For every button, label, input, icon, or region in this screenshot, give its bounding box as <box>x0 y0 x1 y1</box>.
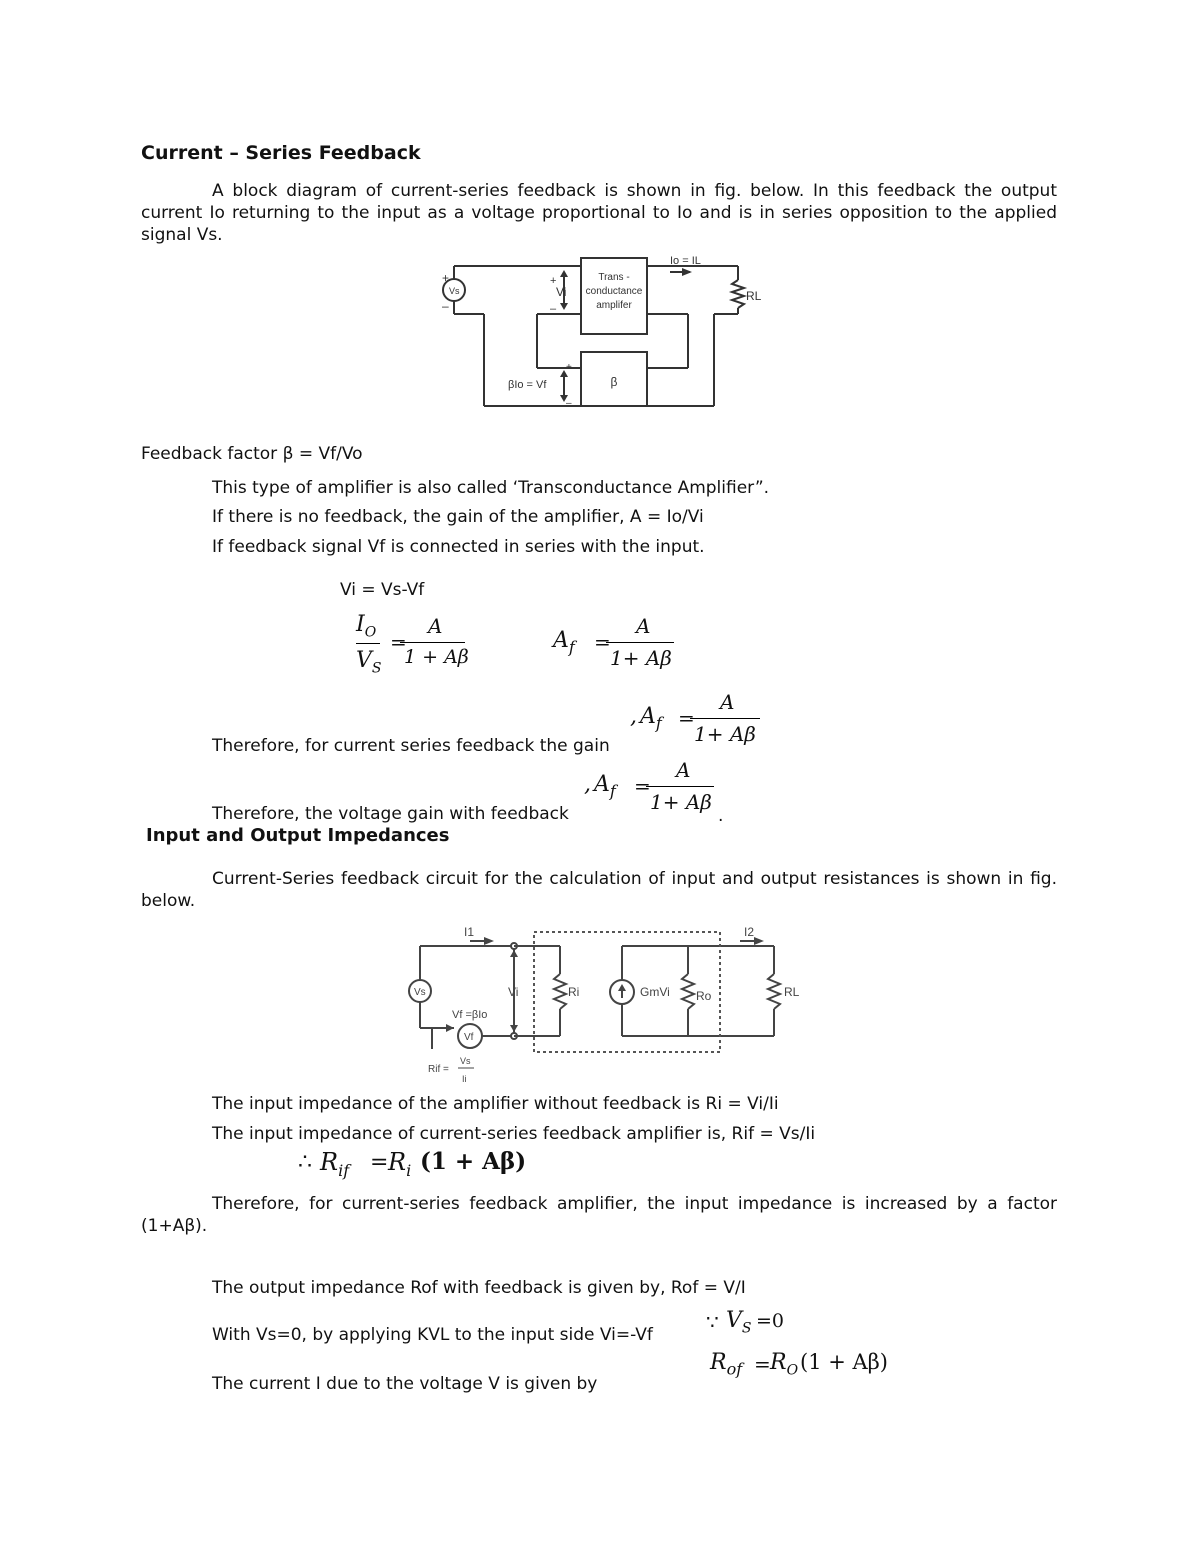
io-symbol: $I_O$ <box>356 612 377 641</box>
feedback-factor-text: Feedback factor β = Vf/Vo <box>141 444 363 464</box>
fig1-beta-label: β <box>610 375 618 389</box>
eq3-equals: = <box>678 706 695 730</box>
rin-no-feedback-text: The input impedance of the amplifier without feedback is Ri = Vi/Ii <box>212 1094 779 1114</box>
vi-equation: Vi = Vs-Vf <box>340 580 425 600</box>
fig2-rif-num: Vs <box>460 1056 471 1066</box>
current-text: The current I due to the voltage V is given by <box>212 1374 598 1394</box>
rof-equals: = <box>754 1352 771 1376</box>
eq1-equals: = <box>390 630 407 654</box>
rof-tail: (1 + Aβ) <box>800 1350 888 1374</box>
kvl-text: With Vs=0, by applying KVL to the input side Vi=-Vf <box>212 1325 653 1345</box>
rif-therefore-symbol: ∴ <box>298 1150 312 1175</box>
eq4-period: . <box>718 806 724 826</box>
voltage-gain-text: Therefore, the voltage gain with feedback <box>212 804 569 824</box>
vs-zero-symbol: $V_S$ <box>726 1308 752 1337</box>
fig2-ro-label: Ro <box>696 989 712 1003</box>
rof-ro-symbol: $R_O$ <box>770 1350 799 1379</box>
vs-symbol: $V_S$ <box>356 648 382 677</box>
amp-label-2: conductance <box>585 286 643 297</box>
eq4-numerator: A <box>676 758 691 782</box>
fig1-vf-plus: + <box>566 362 572 373</box>
vgain-comma: , <box>584 772 591 797</box>
fig1-rl-label: RL <box>746 289 762 303</box>
impedance-intro-paragraph: Current-Series feedback circuit for the calculation of input and output resistances is shown in fig. below. <box>141 869 1057 911</box>
fig2-gm-label: GmVi <box>640 985 670 999</box>
eq4-denominator: 1+ Aβ <box>650 790 712 814</box>
fig2-vf-eq-label: Vf =βIo <box>452 1009 488 1021</box>
eq3-numerator: A <box>720 690 735 714</box>
rof-text: The output impedance Rof with feedback is given by, Rof = V/I <box>212 1278 746 1298</box>
fig1-vi-label: Vi <box>556 285 567 299</box>
fig1-vf-label: βIo = Vf <box>508 379 547 391</box>
eq4-equals: = <box>634 774 651 798</box>
fig1-vf-minus: – <box>566 398 572 409</box>
amp-label-1: Trans - <box>598 272 630 283</box>
eq1-numerator: A <box>428 614 443 638</box>
eq3-fraction-bar <box>690 718 760 719</box>
rif-symbol: $R_{if}$ <box>320 1148 350 1180</box>
fig2-rl-label: RL <box>784 985 800 999</box>
rof-symbol: $R_{of}$ <box>710 1350 743 1379</box>
rin-feedback-text: The input impedance of current-series feedback amplifier is, Rif = Vs/Ii <box>212 1124 816 1144</box>
fig1-vi-minus: – <box>550 303 557 315</box>
fig1-plus-label: + <box>442 271 450 285</box>
af-symbol-1: $A_f$ <box>553 628 575 657</box>
section-title-impedances: Input and Output Impedances <box>146 825 450 846</box>
eq2-numerator: A <box>636 614 651 638</box>
because-symbol: ∵ <box>706 1310 719 1334</box>
af-symbol-2: $A_f$ <box>640 704 662 733</box>
intro-paragraph: A block diagram of current-series feedback is shown in fig. below. In this feedback the output current Io returning to the input as a voltage proportional to Io and is in series opposition to the applied signal Vs. <box>141 181 1057 245</box>
block-diagram-figure <box>438 250 768 412</box>
eq1-fraction-bar <box>400 642 465 643</box>
fig2-vi-label: Vi <box>508 985 519 999</box>
eq4-fraction-bar <box>646 786 714 787</box>
eq3-denominator: 1+ Aβ <box>694 722 756 746</box>
fig2-rif-label: Rif = <box>428 1064 449 1075</box>
no-feedback-text: If there is no feedback, the gain of the amplifier, A = Io/Vi <box>212 507 704 527</box>
also-called-text: This type of amplifier is also called ‘Transconductance Amplifier”. <box>212 478 770 498</box>
eq2-denominator: 1+ Aβ <box>610 646 672 670</box>
amp-label-3: amplifer <box>596 300 632 311</box>
fig1-io-label: Io = IL <box>670 255 701 267</box>
if-feedback-text: If feedback signal Vf is connected in series with the input. <box>212 537 705 557</box>
fig1-vs-label: Vs <box>449 286 460 296</box>
fig1-vi-plus: + <box>550 275 557 287</box>
rl-resistor-icon-2 <box>768 974 780 1009</box>
rl-resistor-icon <box>732 280 744 308</box>
fig1-minus-label: – <box>442 299 449 313</box>
impedance-circuit-figure <box>404 924 804 1090</box>
fig2-ri-label: Ri <box>568 985 580 999</box>
fig2-i2-label: I2 <box>744 925 755 939</box>
rif-tail: (1 + Aβ) <box>420 1148 527 1175</box>
vs-zero-rhs: =0 <box>756 1310 785 1332</box>
increased-paragraph: Therefore, for current-series feedback amplifier, the input impedance is increased by a factor (1+Aβ). <box>141 1194 1057 1236</box>
section-title-current-series: Current – Series Feedback <box>141 142 421 164</box>
ro-resistor-icon <box>682 974 694 1009</box>
rif-equals: = <box>370 1150 389 1175</box>
fig2-vf-label: Vf <box>464 1032 474 1043</box>
fig2-i1-label: I1 <box>464 925 475 939</box>
fig2-vs-label: Vs <box>414 987 426 998</box>
ri-resistor-icon <box>554 974 566 1009</box>
io-vs-fraction-bar <box>356 643 380 644</box>
eq1-denominator: 1 + Aβ <box>404 646 469 668</box>
eq2-equals: = <box>594 630 611 654</box>
af-symbol-3: $A_f$ <box>594 772 616 801</box>
gain-comma: , <box>630 704 637 729</box>
fig2-rif-den: Ii <box>462 1074 467 1084</box>
rif-ri-symbol: $R_i$ <box>388 1148 412 1180</box>
eq2-fraction-bar <box>606 642 674 643</box>
gain-text: Therefore, for current series feedback the gain <box>212 736 610 756</box>
